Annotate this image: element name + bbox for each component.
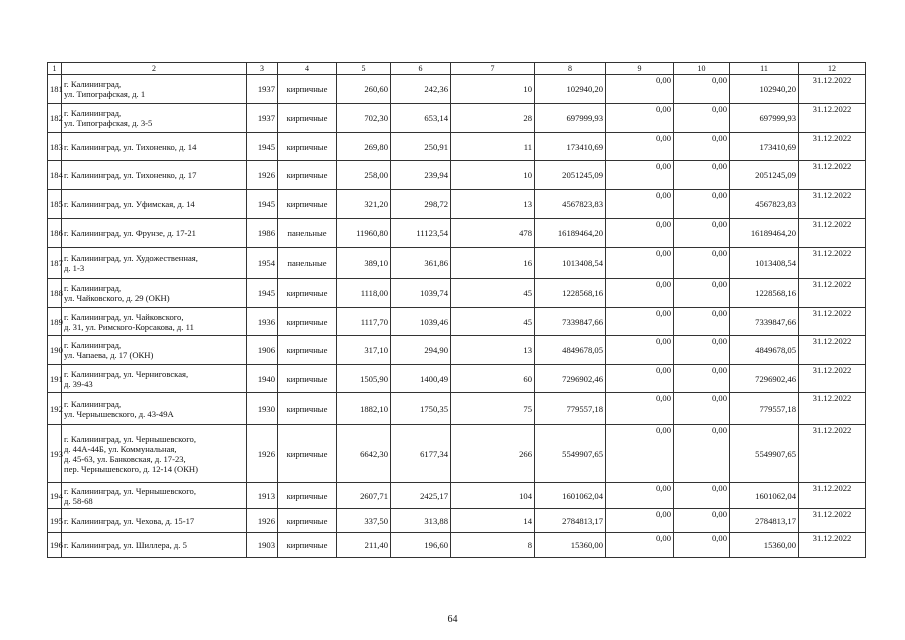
total-area-cell: 269,80 (337, 133, 391, 161)
cost-total-cell: 1228568,16 (535, 279, 606, 308)
cost-column-9-cell: 0,00 (606, 483, 674, 509)
cost-column-11-cell: 15360,00 (730, 533, 799, 558)
address-cell (62, 104, 247, 133)
row-number-cell: 185 (48, 190, 62, 219)
year-cell: 1926 (247, 425, 278, 483)
deadline-date-cell: 31.12.2022 (799, 104, 866, 133)
table-row (48, 483, 866, 509)
material-cell: панельные (278, 219, 337, 248)
living-area-cell: 1400,49 (391, 365, 451, 393)
year-cell: 1913 (247, 483, 278, 509)
total-area-cell: 337,50 (337, 509, 391, 533)
address-line: г. Калининград, ул. Чернышевского, (64, 433, 196, 444)
living-area-cell: 1039,46 (391, 308, 451, 336)
residents-cell: 16 (451, 248, 535, 279)
table-row (48, 279, 866, 308)
row-number-cell: 181 (48, 75, 62, 104)
cost-total-cell: 16189464,20 (535, 219, 606, 248)
cost-column-9-cell: 0,00 (606, 365, 674, 393)
material-cell: панельные (278, 248, 337, 279)
table-row (48, 365, 866, 393)
row-number-cell: 182 (48, 104, 62, 133)
material-cell: кирпичные (278, 161, 337, 190)
living-area-cell: 361,86 (391, 248, 451, 279)
residents-cell: 8 (451, 533, 535, 558)
cost-column-9-cell: 0,00 (606, 393, 674, 425)
column-header: 5 (337, 63, 391, 75)
cost-total-cell: 7296902,46 (535, 365, 606, 393)
residents-cell: 75 (451, 393, 535, 425)
year-cell: 1945 (247, 190, 278, 219)
address-cell (62, 161, 247, 190)
total-area-cell: 1118,00 (337, 279, 391, 308)
total-area-cell: 2607,71 (337, 483, 391, 509)
column-header: 6 (391, 63, 451, 75)
address-line: г. Калининград, (64, 79, 122, 89)
column-header: 9 (606, 63, 674, 75)
cost-column-9-cell: 0,00 (606, 509, 674, 533)
cost-column-11-cell: 2051245,09 (730, 161, 799, 190)
deadline-date-cell: 31.12.2022 (799, 365, 866, 393)
material-cell: кирпичные (278, 425, 337, 483)
table-row (48, 248, 866, 279)
residents-cell: 28 (451, 104, 535, 133)
cost-column-9-cell: 0,00 (606, 104, 674, 133)
year-cell: 1940 (247, 365, 278, 393)
table-row (48, 104, 866, 133)
address-cell (62, 425, 247, 483)
total-area-cell: 258,00 (337, 161, 391, 190)
column-header: 2 (62, 63, 247, 75)
address-line: г. Калининград, ул. Уфимская, д. 14 (64, 199, 195, 209)
deadline-date-cell: 31.12.2022 (799, 336, 866, 365)
address-cell (62, 219, 247, 248)
cost-total-cell: 102940,20 (535, 75, 606, 104)
address-line: г. Калининград, ул. Черниговская, (64, 368, 189, 379)
residents-cell: 10 (451, 161, 535, 190)
cost-column-11-cell: 7296902,46 (730, 365, 799, 393)
material-cell: кирпичные (278, 483, 337, 509)
column-header: 10 (674, 63, 730, 75)
address-line: пер. Чернышевского, д. 12-14 (ОКН) (64, 463, 199, 474)
address-cell (62, 483, 247, 509)
row-number-cell: 184 (48, 161, 62, 190)
deadline-date-cell: 31.12.2022 (799, 533, 866, 558)
deadline-date-cell: 31.12.2022 (799, 483, 866, 509)
residents-cell: 13 (451, 336, 535, 365)
living-area-cell: 298,72 (391, 190, 451, 219)
material-cell: кирпичные (278, 190, 337, 219)
year-cell: 1936 (247, 308, 278, 336)
address-line: г. Калининград, ул. Тихоненко, д. 17 (64, 170, 197, 180)
total-area-cell: 1505,90 (337, 365, 391, 393)
table-row (48, 190, 866, 219)
cost-column-10-cell: 0,00 (674, 190, 730, 219)
total-area-cell: 211,40 (337, 533, 391, 558)
residents-cell: 60 (451, 365, 535, 393)
deadline-date-cell: 31.12.2022 (799, 190, 866, 219)
address-cell (62, 365, 247, 393)
residents-cell: 10 (451, 75, 535, 104)
cost-column-10-cell: 0,00 (674, 104, 730, 133)
cost-column-10-cell: 0,00 (674, 161, 730, 190)
living-area-cell: 1039,74 (391, 279, 451, 308)
material-cell: кирпичные (278, 75, 337, 104)
total-area-cell: 321,20 (337, 190, 391, 219)
cost-column-11-cell: 7339847,66 (730, 308, 799, 336)
row-number-cell: 191 (48, 365, 62, 393)
year-cell: 1926 (247, 161, 278, 190)
address-cell (62, 393, 247, 425)
cost-column-9-cell: 0,00 (606, 248, 674, 279)
cost-column-9-cell: 0,00 (606, 336, 674, 365)
material-cell: кирпичные (278, 104, 337, 133)
year-cell: 1945 (247, 279, 278, 308)
living-area-cell: 196,60 (391, 533, 451, 558)
cost-total-cell: 7339847,66 (535, 308, 606, 336)
material-cell: кирпичные (278, 279, 337, 308)
deadline-date-cell: 31.12.2022 (799, 219, 866, 248)
material-cell: кирпичные (278, 336, 337, 365)
cost-total-cell: 1601062,04 (535, 483, 606, 509)
cost-column-11-cell: 1228568,16 (730, 279, 799, 308)
address-line: г. Калининград, ул. Шиллера, д. 5 (64, 540, 187, 550)
year-cell: 1926 (247, 509, 278, 533)
total-area-cell: 317,10 (337, 336, 391, 365)
living-area-cell: 239,94 (391, 161, 451, 190)
cost-total-cell: 15360,00 (535, 533, 606, 558)
address-cell (62, 509, 247, 533)
cost-column-11-cell: 4849678,05 (730, 336, 799, 365)
address-cell (62, 248, 247, 279)
residents-cell: 45 (451, 279, 535, 308)
column-header: 7 (451, 63, 535, 75)
cost-column-11-cell: 1601062,04 (730, 483, 799, 509)
cost-column-10-cell: 0,00 (674, 336, 730, 365)
cost-column-10-cell: 0,00 (674, 425, 730, 483)
deadline-date-cell: 31.12.2022 (799, 425, 866, 483)
residents-cell: 11 (451, 133, 535, 161)
table-row (48, 509, 866, 533)
year-cell: 1945 (247, 133, 278, 161)
cost-column-11-cell: 173410,69 (730, 133, 799, 161)
address-line: ул. Чайковского, д. 29 (ОКН) (64, 293, 170, 303)
cost-total-cell: 697999,93 (535, 104, 606, 133)
deadline-date-cell: 31.12.2022 (799, 308, 866, 336)
deadline-date-cell: 31.12.2022 (799, 133, 866, 161)
residents-cell: 13 (451, 190, 535, 219)
material-cell: кирпичные (278, 533, 337, 558)
address-cell (62, 190, 247, 219)
row-number-cell: 195 (48, 509, 62, 533)
register-table (47, 62, 866, 558)
deadline-date-cell: 31.12.2022 (799, 393, 866, 425)
cost-column-9-cell: 0,00 (606, 190, 674, 219)
address-cell (62, 75, 247, 104)
living-area-cell: 653,14 (391, 104, 451, 133)
material-cell: кирпичные (278, 393, 337, 425)
year-cell: 1903 (247, 533, 278, 558)
cost-column-11-cell: 5549907,65 (730, 425, 799, 483)
material-cell: кирпичные (278, 365, 337, 393)
cost-column-9-cell: 0,00 (606, 533, 674, 558)
year-cell: 1986 (247, 219, 278, 248)
living-area-cell: 2425,17 (391, 483, 451, 509)
page-number: 64 (447, 614, 458, 625)
living-area-cell: 250,91 (391, 133, 451, 161)
cost-column-10-cell: 0,00 (674, 248, 730, 279)
table-row (48, 308, 866, 336)
address-cell (62, 308, 247, 336)
cost-column-9-cell: 0,00 (606, 133, 674, 161)
address-line: г. Калининград, (64, 398, 122, 409)
cost-total-cell: 173410,69 (535, 133, 606, 161)
living-area-cell: 1750,35 (391, 393, 451, 425)
cost-column-10-cell: 0,00 (674, 219, 730, 248)
year-cell: 1937 (247, 104, 278, 133)
address-line: г. Калининград, (64, 340, 122, 350)
cost-column-9-cell: 0,00 (606, 425, 674, 483)
address-cell (62, 133, 247, 161)
cost-column-10-cell: 0,00 (674, 365, 730, 393)
row-number-cell: 194 (48, 483, 62, 509)
address-line: д. 31, ул. Римского-Корсакова, д. 11 (64, 321, 194, 332)
table-row (48, 133, 866, 161)
cost-column-9-cell: 0,00 (606, 219, 674, 248)
cost-column-9-cell: 0,00 (606, 75, 674, 104)
cost-column-9-cell: 0,00 (606, 279, 674, 308)
cost-total-cell: 1013408,54 (535, 248, 606, 279)
cost-total-cell: 4567823,83 (535, 190, 606, 219)
cost-column-11-cell: 2784813,17 (730, 509, 799, 533)
cost-column-9-cell: 0,00 (606, 161, 674, 190)
table-row (48, 533, 866, 558)
material-cell: кирпичные (278, 509, 337, 533)
year-cell: 1954 (247, 248, 278, 279)
deadline-date-cell: 31.12.2022 (799, 75, 866, 104)
residents-cell: 14 (451, 509, 535, 533)
table-row (48, 161, 866, 190)
cost-total-cell: 779557,18 (535, 393, 606, 425)
row-number-cell: 193 (48, 425, 62, 483)
deadline-date-cell: 31.12.2022 (799, 279, 866, 308)
cost-column-11-cell: 1013408,54 (730, 248, 799, 279)
cost-column-10-cell: 0,00 (674, 393, 730, 425)
deadline-date-cell: 31.12.2022 (799, 509, 866, 533)
living-area-cell: 11123,54 (391, 219, 451, 248)
cost-total-cell: 2051245,09 (535, 161, 606, 190)
column-header: 11 (730, 63, 799, 75)
row-number-cell: 190 (48, 336, 62, 365)
cost-column-11-cell: 102940,20 (730, 75, 799, 104)
column-number-row (48, 63, 866, 75)
total-area-cell: 1117,70 (337, 308, 391, 336)
total-area-cell: 1882,10 (337, 393, 391, 425)
living-area-cell: 294,90 (391, 336, 451, 365)
column-header: 3 (247, 63, 278, 75)
cost-column-11-cell: 697999,93 (730, 104, 799, 133)
address-line: г. Калининград, ул. Чернышевского, (64, 485, 196, 496)
row-number-cell: 188 (48, 279, 62, 308)
cost-total-cell: 5549907,65 (535, 425, 606, 483)
cost-column-10-cell: 0,00 (674, 509, 730, 533)
cost-column-10-cell: 0,00 (674, 483, 730, 509)
table-row (48, 425, 866, 483)
address-line: д. 45-63, ул. Банковская, д. 17-23, (64, 453, 186, 464)
address-line: д. 39-43 (64, 378, 93, 389)
table-row (48, 75, 866, 104)
cost-column-9-cell: 0,00 (606, 308, 674, 336)
column-header: 12 (799, 63, 866, 75)
row-number-cell: 192 (48, 393, 62, 425)
address-line: г. Калининград, ул. Чайковского, (64, 311, 184, 322)
cost-column-10-cell: 0,00 (674, 279, 730, 308)
address-line: г. Калининград, ул. Тихоненко, д. 14 (64, 141, 197, 152)
total-area-cell: 702,30 (337, 104, 391, 133)
address-line: ул. Чернышевского, д. 43-49А (64, 408, 174, 419)
table-row (48, 393, 866, 425)
residents-cell: 104 (451, 483, 535, 509)
table-row (48, 219, 866, 248)
address-line: г. Калининград, ул. Чехова, д. 15-17 (64, 515, 195, 526)
row-number-cell: 186 (48, 219, 62, 248)
residents-cell: 45 (451, 308, 535, 336)
address-line: г. Калининград, ул. Фрунзе, д. 17-21 (64, 228, 196, 238)
address-line: г. Калининград, (64, 283, 122, 293)
deadline-date-cell: 31.12.2022 (799, 161, 866, 190)
address-line: ул. Типографская, д. 1 (64, 89, 146, 99)
material-cell: кирпичные (278, 133, 337, 161)
cost-column-10-cell: 0,00 (674, 533, 730, 558)
living-area-cell: 242,36 (391, 75, 451, 104)
year-cell: 1906 (247, 336, 278, 365)
cost-column-11-cell: 16189464,20 (730, 219, 799, 248)
table-row (48, 336, 866, 365)
total-area-cell: 389,10 (337, 248, 391, 279)
address-cell (62, 279, 247, 308)
row-number-cell: 183 (48, 133, 62, 161)
row-number-cell: 189 (48, 308, 62, 336)
cost-column-10-cell: 0,00 (674, 75, 730, 104)
living-area-cell: 313,88 (391, 509, 451, 533)
row-number-cell: 196 (48, 533, 62, 558)
year-cell: 1937 (247, 75, 278, 104)
residents-cell: 478 (451, 219, 535, 248)
deadline-date-cell: 31.12.2022 (799, 248, 866, 279)
cost-column-10-cell: 0,00 (674, 308, 730, 336)
material-cell: кирпичные (278, 308, 337, 336)
living-area-cell: 6177,34 (391, 425, 451, 483)
total-area-cell: 260,60 (337, 75, 391, 104)
address-line: г. Калининград, ул. Художественная, (64, 253, 198, 263)
cost-total-cell: 4849678,05 (535, 336, 606, 365)
cost-column-11-cell: 779557,18 (730, 393, 799, 425)
address-line: г. Калининград, (64, 108, 122, 118)
year-cell: 1930 (247, 393, 278, 425)
residents-cell: 266 (451, 425, 535, 483)
address-line: д. 44А-44Б, ул. Коммунальная, (64, 443, 177, 454)
address-cell (62, 533, 247, 558)
total-area-cell: 11960,80 (337, 219, 391, 248)
total-area-cell: 6642,30 (337, 425, 391, 483)
address-cell (62, 336, 247, 365)
address-line: ул. Чапаева, д. 17 (ОКН) (64, 350, 154, 360)
row-number-cell: 187 (48, 248, 62, 279)
column-header: 4 (278, 63, 337, 75)
column-header: 8 (535, 63, 606, 75)
address-line: д. 58-68 (64, 495, 93, 506)
address-line: д. 1-3 (64, 263, 85, 273)
address-line: ул. Типографская, д. 3-5 (64, 118, 153, 128)
cost-total-cell: 2784813,17 (535, 509, 606, 533)
cost-column-10-cell: 0,00 (674, 133, 730, 161)
column-header: 1 (48, 63, 62, 75)
cost-column-11-cell: 4567823,83 (730, 190, 799, 219)
